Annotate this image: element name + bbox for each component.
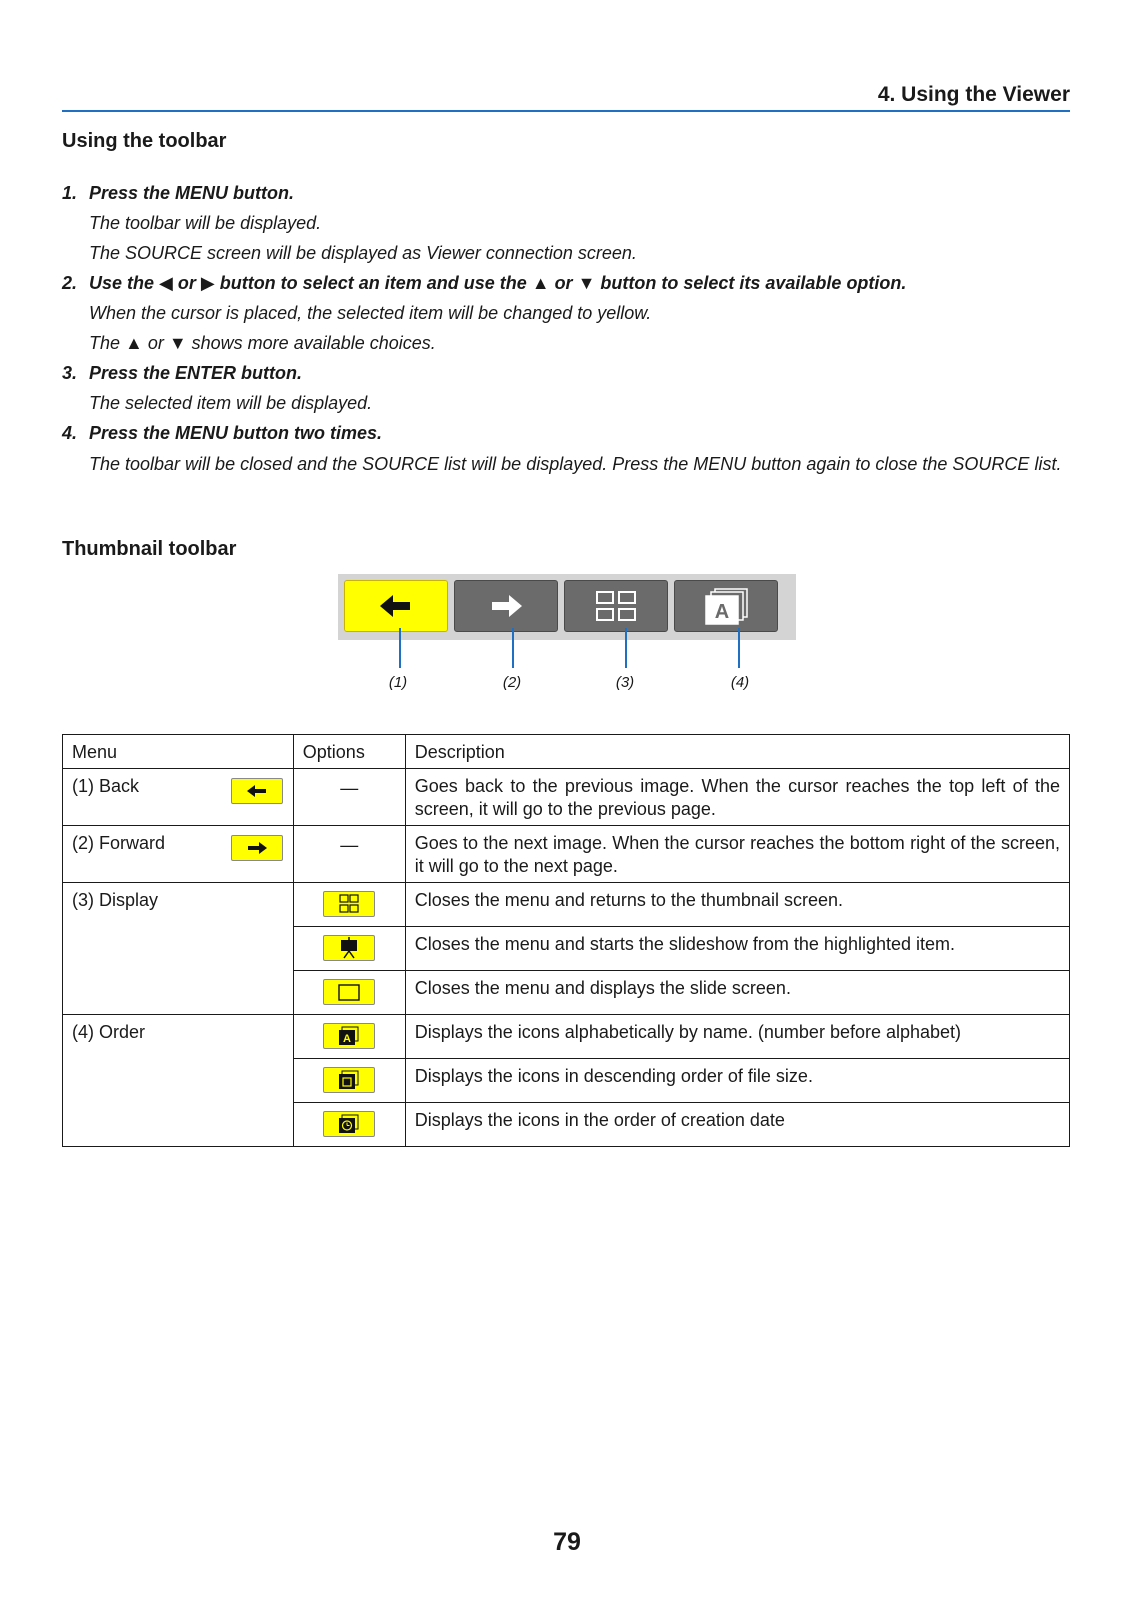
order-letter: A — [714, 601, 730, 623]
display-button[interactable] — [564, 580, 668, 632]
header-options: Options — [293, 735, 405, 769]
table-row — [63, 1015, 1070, 1059]
step-4-body-1: The toolbar will be closed and the SOURCE list will be displayed. Press the MENU button again to close the SOURCE list. — [89, 454, 1062, 474]
menu-cell — [63, 826, 294, 883]
step-3-body-1: The selected item will be displayed. — [89, 393, 373, 413]
thumbnail-grid-icon — [323, 891, 375, 917]
menu-label: (2) Forward — [72, 833, 166, 853]
menu-cell — [63, 769, 294, 826]
description-cell: Closes the menu and displays the slide screen. — [405, 971, 1069, 1015]
description-cell: Closes the menu and returns to the thumbnail screen. — [405, 883, 1069, 927]
grid-icon — [594, 589, 638, 623]
arrow-right-icon — [486, 591, 526, 621]
step-3-title: 3. Press the ENTER button. — [62, 363, 303, 383]
slideshow-icon — [323, 935, 375, 961]
table-row — [63, 826, 1070, 883]
description-cell: Displays the icons alphabetically by name. (number before alphabet) — [405, 1015, 1069, 1059]
callout-label-4: (4) — [730, 674, 750, 691]
thumbnail-toolbar — [338, 574, 796, 640]
option-cell — [293, 927, 405, 971]
step-4-title: 4. Press the MENU button two times. — [62, 423, 383, 443]
callout-label-1: (1) — [388, 674, 408, 691]
svg-text:A: A — [343, 1033, 352, 1045]
forward-mini-icon — [231, 835, 283, 861]
callout-label-2: (2) — [502, 674, 522, 691]
description-cell: Goes to the next image. When the cursor reaches the bottom right of the screen, it will go to the next page. — [405, 826, 1069, 883]
option-cell — [293, 1015, 405, 1059]
option-cell: — — [293, 769, 405, 826]
callout-line-1 — [399, 628, 401, 668]
sort-by-name-icon — [323, 1023, 375, 1049]
order-button[interactable] — [674, 580, 778, 632]
description-cell: Displays the icons in the order of creation date — [405, 1103, 1069, 1147]
table-row — [63, 883, 1070, 927]
step-2-title: 2. Use the ◀ or ▶ button to select an item and use the ▲ or ▼ button to select its available option. — [62, 273, 907, 293]
description-cell: Displays the icons in descending order of file size. — [405, 1059, 1069, 1103]
callout-line-3 — [625, 628, 627, 668]
step-1-body-1: The toolbar will be displayed. — [89, 213, 322, 233]
table-header-row — [63, 735, 1070, 769]
forward-button[interactable] — [454, 580, 558, 632]
sort-by-size-icon — [323, 1067, 375, 1093]
order-stack-icon — [701, 586, 751, 626]
steps-list — [62, 182, 1070, 476]
step-2-body-1: When the cursor is placed, the selected item will be changed to yellow. — [89, 303, 652, 323]
option-cell: — — [293, 826, 405, 883]
section-title-using-toolbar: Using the toolbar — [62, 130, 227, 152]
back-mini-icon — [231, 778, 283, 804]
option-cell — [293, 1103, 405, 1147]
arrow-left-icon — [376, 591, 416, 621]
option-cell — [293, 971, 405, 1015]
option-cell — [293, 883, 405, 927]
callout-line-4 — [738, 628, 740, 668]
menu-cell: (4) Order — [63, 1015, 294, 1147]
step-1-body-2: The SOURCE screen will be displayed as Viewer connection screen. — [89, 243, 637, 263]
menu-cell: (3) Display — [63, 883, 294, 1015]
section-title-thumbnail-toolbar: Thumbnail toolbar — [62, 538, 237, 560]
callout-label-3: (3) — [615, 674, 635, 691]
back-button[interactable] — [344, 580, 448, 632]
callout-line-2 — [512, 628, 514, 668]
slide-screen-icon — [323, 979, 375, 1005]
step-1-title: 1. Press the MENU button. — [62, 183, 295, 203]
chapter-header: 4. Using the Viewer — [62, 84, 1070, 112]
menu-label: (1) Back — [72, 776, 140, 796]
step-2-body-2: The ▲ or ▼ shows more available choices. — [89, 333, 436, 353]
description-cell: Goes back to the previous image. When the cursor reaches the top left of the screen, it will go to the previous page. — [405, 769, 1069, 826]
option-cell — [293, 1059, 405, 1103]
toolbar-table — [62, 734, 1070, 1147]
sort-by-date-icon — [323, 1111, 375, 1137]
page-number: 79 — [553, 1528, 581, 1556]
header-description: Description — [405, 735, 1069, 769]
table-row — [63, 769, 1070, 826]
description-cell: Closes the menu and starts the slideshow from the highlighted item. — [405, 927, 1069, 971]
header-menu: Menu — [63, 735, 294, 769]
